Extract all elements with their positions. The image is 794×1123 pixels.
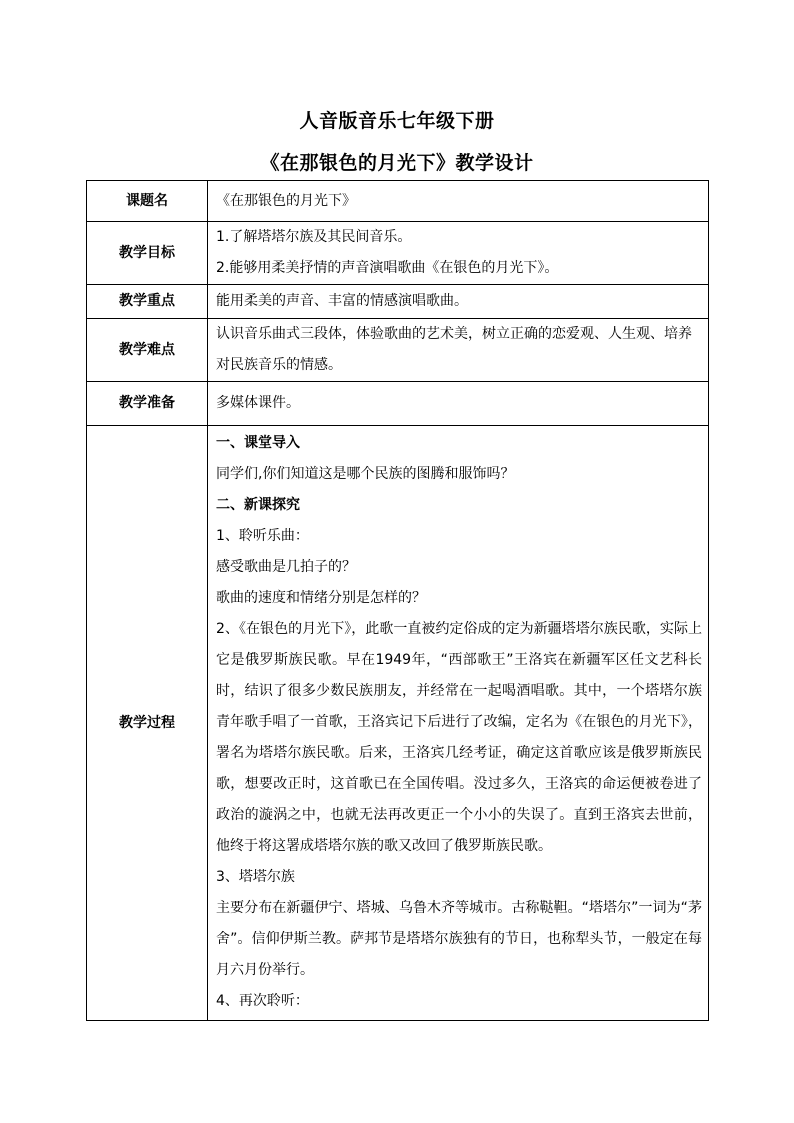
value-preparation: 多媒体课件。 bbox=[208, 382, 709, 426]
section-heading: 一、课堂导入 bbox=[216, 435, 300, 451]
step-title: 4、再次聆听： bbox=[216, 993, 309, 1009]
value-difficulties: 认识音乐曲式三段体，体验歌曲的艺术美，树立正确的恋爱观、人生观、培养对民族音乐的情感。 bbox=[208, 319, 709, 382]
row-process bbox=[87, 426, 709, 1021]
label-difficulties: 教学难点 bbox=[87, 319, 208, 382]
value-process bbox=[208, 426, 709, 1021]
label-process: 教学过程 bbox=[87, 426, 208, 1021]
section-text: 同学们,你们知道这是哪个民族的图腾和服饰吗？ bbox=[216, 466, 515, 482]
row-key-points bbox=[87, 285, 709, 319]
document-subtitle: 《在那银色的月光下》教学设计 bbox=[260, 152, 534, 174]
lesson-plan-table bbox=[86, 180, 709, 1021]
step-paragraph: 主要分布在新疆伊宁、塔城、乌鲁木齐等城市。古称鞑靼。“塔塔尔”一词为“茅舍”。信仰伊斯兰教。萨邦节是塔塔尔族独有的节日，也称犁头节，一般定在每月六月份举行。 bbox=[216, 900, 702, 978]
step-paragraph: 2、《在银色的月光下》，此歌一直被约定俗成的定为新疆塔塔尔族民歌，实际上它是俄罗斯族民歌。早在1949年，“西部歌王”王洛宾在新疆军区任文艺科长时，结识了很多少数民族朋友，并经常在一起喝酒唱歌。其中，一个塔塔尔族青年歌手唱了一首歌，王洛宾记下后进行了改编，定名为《在银色的月光下》，署名为塔塔尔族民歌。后来，王洛宾几经考证，确定这首歌应该是俄罗斯族民歌，想要改正时，这首歌已在全国传唱。没过多久，王洛宾的命运便被卷进了政治的漩涡之中，也就无法再改更正一个小小的失误了。直到王洛宾去世前，他终于将这署成塔塔尔族的歌又改回了俄罗斯族民歌。 bbox=[216, 621, 702, 854]
step-question: 歌曲的速度和情绪分别是怎样的？ bbox=[216, 590, 426, 606]
section-heading: 二、新课探究 bbox=[216, 497, 300, 513]
step-title: 3、塔塔尔族 bbox=[216, 869, 295, 885]
label-objectives: 教学目标 bbox=[87, 222, 208, 285]
label-preparation: 教学准备 bbox=[87, 382, 208, 426]
row-topic bbox=[87, 181, 709, 222]
objective-item: 1.了解塔塔尔族及其民间音乐。 bbox=[216, 229, 412, 245]
label-topic: 课题名 bbox=[87, 181, 208, 222]
row-preparation bbox=[87, 382, 709, 426]
row-objectives bbox=[87, 222, 709, 285]
step-question: 感受歌曲是几拍子的？ bbox=[216, 559, 356, 575]
value-key-points: 能用柔美的声音、丰富的情感演唱歌曲。 bbox=[208, 285, 709, 319]
label-key-points: 教学重点 bbox=[87, 285, 208, 319]
step-title: 1、聆听乐曲： bbox=[216, 528, 309, 544]
value-objectives bbox=[208, 222, 709, 285]
document-title: 人音版音乐七年级下册 bbox=[299, 110, 495, 132]
value-topic: 《在那银色的月光下》 bbox=[208, 181, 709, 222]
row-difficulties bbox=[87, 319, 709, 382]
objective-item: 2.能够用柔美抒情的声音演唱歌曲《在银色的月光下》。 bbox=[216, 260, 559, 276]
